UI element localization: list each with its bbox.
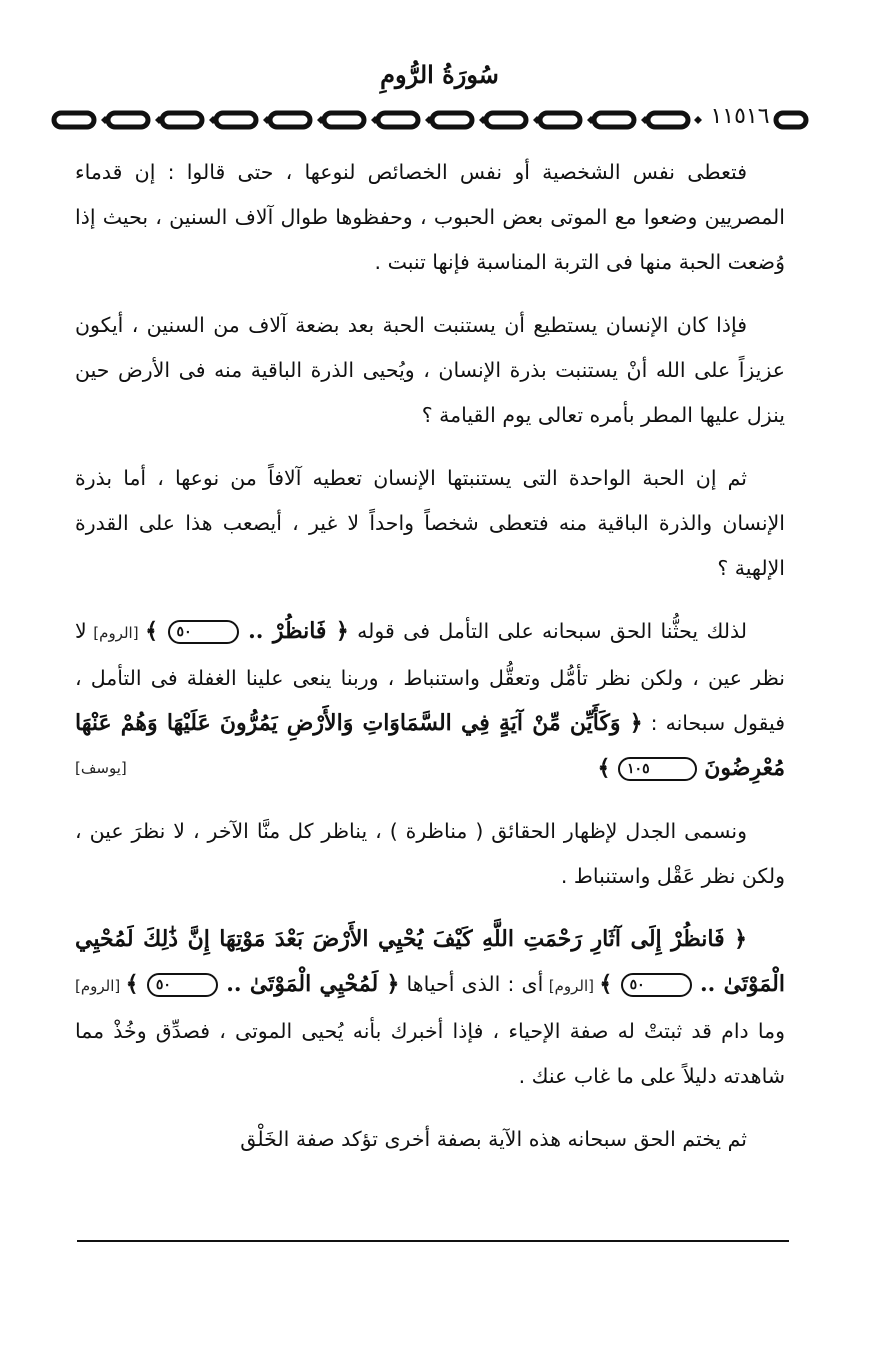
verse-text: ﴿ فَانظُرْ .. — [238, 618, 349, 644]
paragraph-3: ثم إن الحبة الواحدة التى يستنبتها الإنسان تعطيه آلافاً من نوعها ، أما بذرة الإنسان والذرة الباقية منه فتعطى شخصاً واحداً لا غير ، أيصعب هذا على القدرة الإلهية ؟ — [75, 466, 785, 580]
paragraph-2: فإذا كان الإنسان يستطيع أن يستنبت الحبة بعد بضعة آلاف من السنين ، أيكون عزيزاً على الله أنْ يستنبت بذرة الإنسان ، ويُحيى الذرة الباقية منه فى الأرض حين ينزل عليها المطر بأمره تعالى يوم القيامة ؟ — [75, 313, 785, 427]
verse-text: ﴿ لَمُحْيِي الْمَوْتَىٰ .. — [217, 971, 400, 997]
sura-reference-rum: [الروم] — [543, 977, 600, 995]
paragraph-6-text-2: وما دام قد ثبتتْ له صفة الإحياء ، فإذا أخبرك بأنه يُحيى الموتى ، فصدِّق وخُذْ مما شاهدته دليلاً على ما غاب عنك . — [75, 1019, 785, 1088]
verse-close-bracket: ﴾ — [599, 971, 621, 997]
paragraph-1: فتعطى نفس الشخصية أو نفس الخصائص لنوعها ، حتى قالوا : إن قدماء المصريين وضعوا مع الموتى بعض الحبوب ، وحفظوها طوال آلاف السنين ، بحيث إذا وُضعت الحبة منها فى التربة المناسبة فإنها تنبت . — [75, 160, 785, 274]
sura-reference-yusuf: [يوسف] — [75, 759, 127, 777]
quran-verse-fanzur — [145, 618, 349, 644]
sura-reference-rum: [الروم] — [86, 624, 146, 642]
verse-text: ﴿ فَانظُرْ إِلَى آثَارِ رَحْمَتِ اللَّهِ كَيْفَ يُحْيِي الأَرْضَ بَعْدَ مَوْتِهَا إِنَّ ذَٰلِكَ لَمُحْيِي الْمَوْتَىٰ .. — [75, 926, 785, 997]
sura-title: سُورَةُ الرُّومِ — [380, 60, 499, 89]
verse-number-badge: ٥٠ — [168, 620, 239, 644]
verse-close-bracket: ﴾ — [597, 755, 619, 781]
header-ornament-border — [50, 105, 810, 135]
verse-close-bracket: ﴾ — [145, 618, 168, 644]
paragraph-6 — [75, 917, 785, 1099]
verse-number-badge: ٥٠ — [147, 973, 218, 997]
sura-reference-rum: [الروم] — [75, 977, 126, 995]
verse-number-badge: ١٠٥ — [618, 757, 697, 781]
paragraph-5: ونسمى الجدل لإظهار الحقائق ( مناظرة ) ، يناظر كل منَّا الآخر ، لا نظرَ عين ، ولكن نظر عَقْل واستنباط . — [75, 819, 785, 888]
paragraph-4-text-1: لذلك يحثُّنا الحق سبحانه على التأمل فى قوله — [348, 619, 747, 643]
quran-verse-lamuhyi — [126, 971, 400, 997]
page-number: ١١٥١٦ — [710, 104, 770, 129]
verse-text: ﴿ وَكَأَيِّن مِّنْ آيَةٍ فِي السَّمَاوَاتِ وَالأَرْضِ يَمُرُّونَ عَلَيْهَا وَهُمْ عَنْهَا مُعْرِضُونَ — [75, 710, 785, 781]
verse-close-bracket: ﴾ — [125, 971, 147, 997]
paragraph-6-text-1: أى : الذى أحياها — [399, 972, 544, 996]
footer-divider — [77, 1240, 789, 1242]
paragraph-4 — [75, 609, 785, 791]
paragraph-7: ثم يختم الحق سبحانه هذه الآية بصفة أخرى تؤكد صفة الخَلْق — [240, 1127, 747, 1151]
verse-number-badge: ٥٠ — [621, 973, 692, 997]
paragraph-4-text-2: لا نظر عين ، ولكن نظر تأمُّل وتعقُّل واستنباط ، وربنا ينعى علينا الغفلة فى التأمل ، فيقول سبحانه : — [75, 619, 785, 735]
commentary-text — [75, 150, 785, 1180]
